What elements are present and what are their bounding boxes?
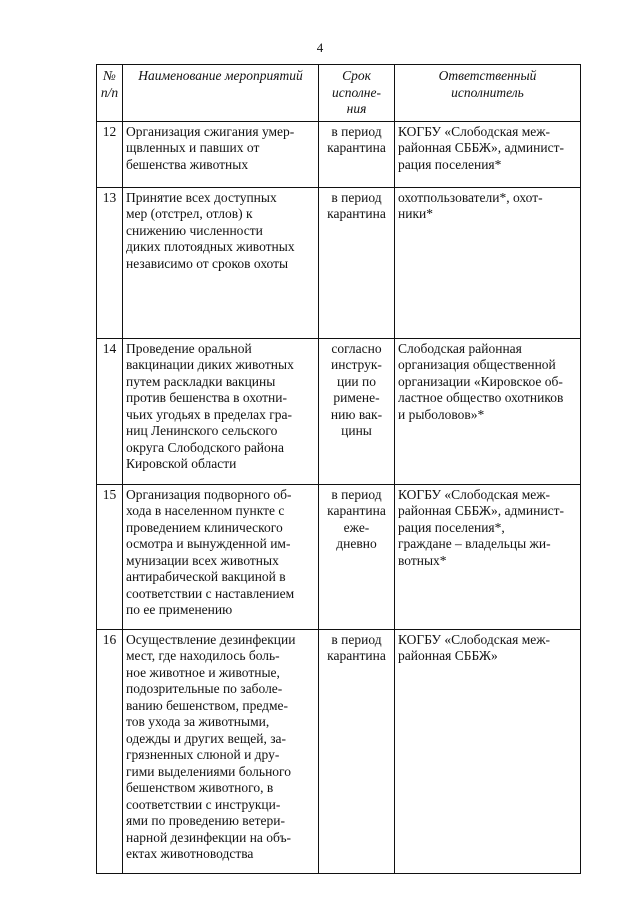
table-header-row [97,65,581,122]
row-term: согласно инструк- ции по римене- нию вак- цины [319,338,395,484]
row-responsible: охотпользователи*, охот- ники* [395,187,581,338]
row-responsible: Слободская районная организация общественной организации «Кировское об- ластное общество охотников и рыболовов»* [395,338,581,484]
header-responsible: Ответственный исполнитель [395,65,581,122]
row-responsible: КОГБУ «Слободская меж- районная СББЖ», админист- рация поселения*, граждане – владельцы жи- вотных* [395,484,581,629]
row-num: 15 [97,484,123,629]
row-num: 13 [97,187,123,338]
row-responsible: КОГБУ «Слободская меж- районная СББЖ» [395,629,581,873]
row-num: 16 [97,629,123,873]
row-name: Осуществление дезинфекции мест, где находилось боль- ное животное и животные, подозрительные по заболе- ванию бешенством, предме- тов ухода за животными, одежды и других вещей, за- грязненных слюной и дру- гими выделениями больного бешенством животного, в соответствии с инструкци- ями по проведению ветери- нарной дезинфекции на объ- ектах животноводства [123,629,319,873]
row-name: Проведение оральной вакцинации диких животных путем раскладки вакцины против бешенства в охотни- чьих угодьях в пределах гра- ниц Ленинского сельского округа Слободского района Кировской области [123,338,319,484]
row-term: в период карантина [319,121,395,187]
row-name: Организация подворного об- хода в населенном пункте с проведением клинического осмотра и вынужденной им- мунизации всех животных антирабической вакциной в соответствии с наставлением по ее применению [123,484,319,629]
header-term: Срок исполне- ния [319,65,395,122]
row-name: Организация сжигания умер- щвленных и павших от бешенства животных [123,121,319,187]
row-term: в период карантина [319,187,395,338]
header-num: № п/п [97,65,123,122]
row-term: в период карантина [319,629,395,873]
row-responsible: КОГБУ «Слободская меж- районная СББЖ», админист- рация поселения* [395,121,581,187]
table-row [97,484,581,629]
row-term: в период карантина еже- дневно [319,484,395,629]
row-num: 14 [97,338,123,484]
table-row [97,338,581,484]
row-num: 12 [97,121,123,187]
row-name: Принятие всех доступных мер (отстрел, отлов) к снижению численности диких плотоядных животных независимо от сроков охоты [123,187,319,338]
table-row [97,121,581,187]
header-name: Наименование мероприятий [123,65,319,122]
table-row [97,187,581,338]
page-number: 4 [316,40,324,55]
table-row [97,629,581,873]
events-table [96,64,581,874]
